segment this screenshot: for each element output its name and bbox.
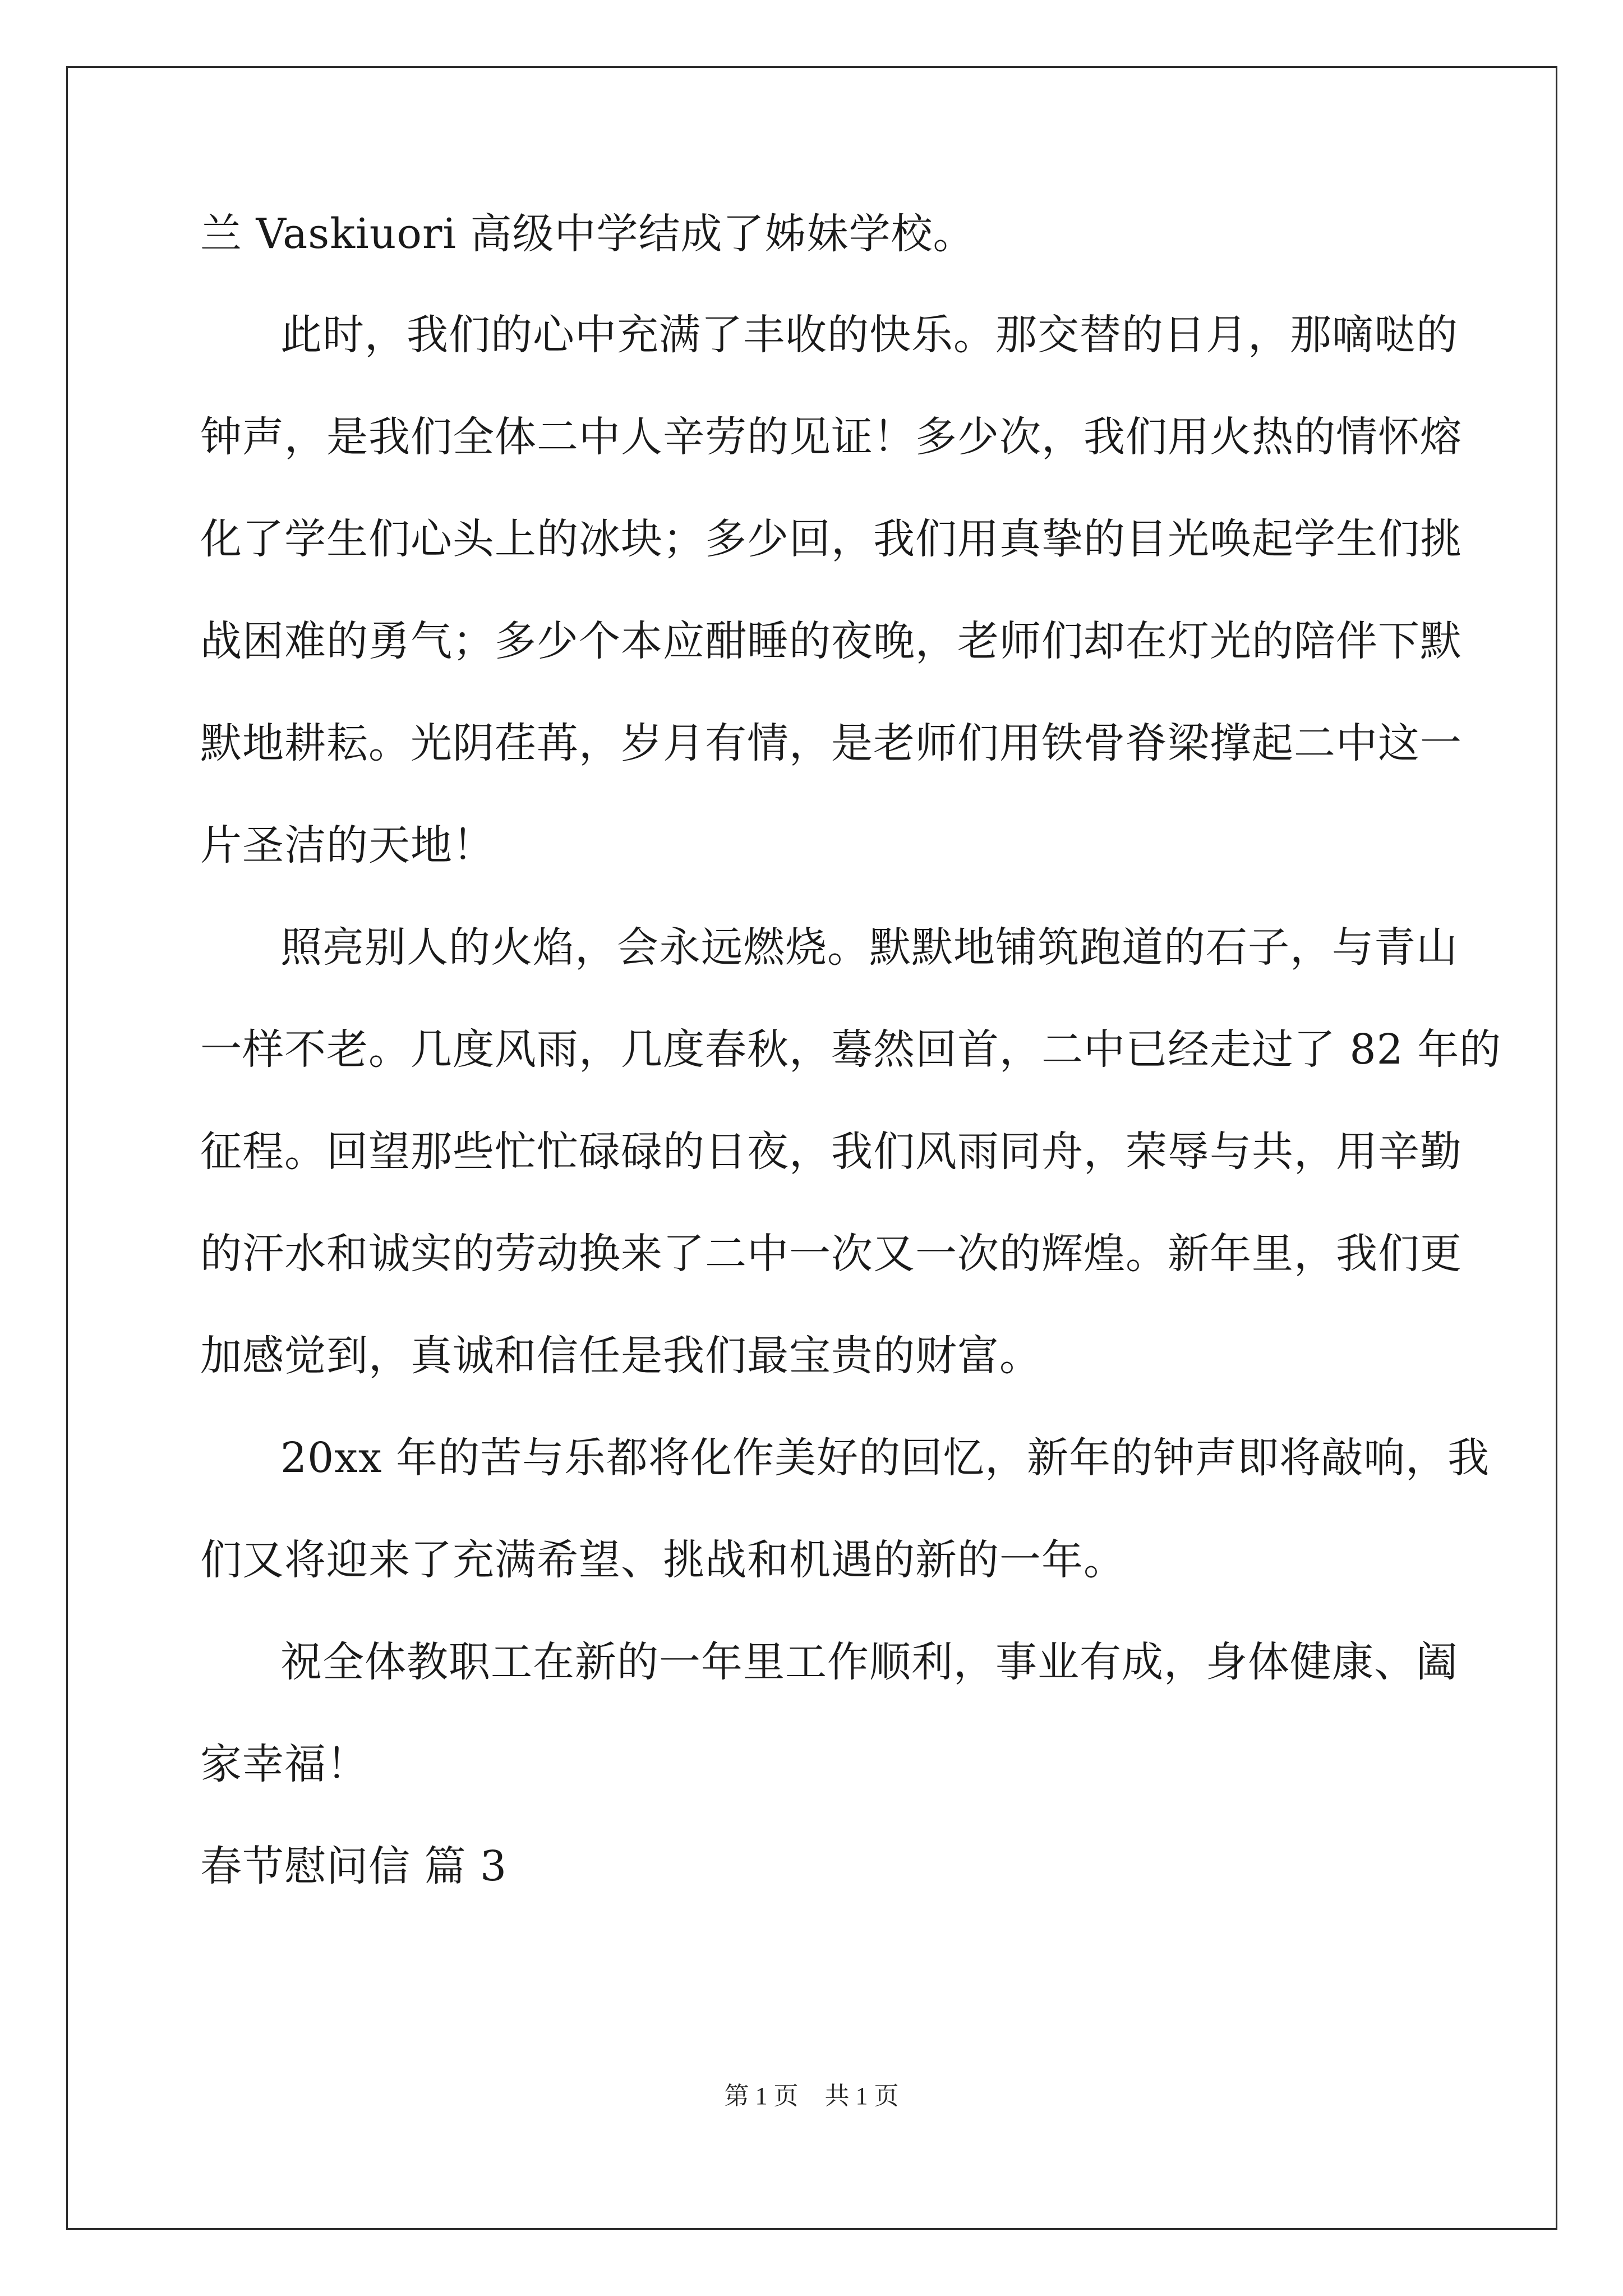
text-line: 化了学生们心头上的冰块；多少回，我们用真挚的目光唤起学生们挑 <box>200 515 1462 563</box>
text-line: 默地耕耘。光阴荏苒，岁月有情，是老师们用铁骨脊梁撑起二中这一 <box>200 719 1462 767</box>
text-line: 战困难的勇气；多少个本应酣睡的夜晚，老师们却在灯光的陪伴下默 <box>200 617 1462 665</box>
text-line: 钟声，是我们全体二中人辛劳的见证！多少次，我们用火热的情怀熔 <box>200 413 1462 461</box>
text-line: 一样不老。几度风雨，几度春秋，蓦然回首，二中已经走过了 82 年的 <box>200 1025 1502 1074</box>
paragraph-first-line: 20xx 年的苦与乐都将化作美好的回忆，新年的钟声即将敲响，我 <box>280 1434 1490 1482</box>
paragraph-first-line: 照亮别人的火焰，会永远燃烧。默默地铺筑跑道的石子，与青山 <box>280 923 1458 972</box>
section-heading: 春节慰问信 篇 3 <box>200 1842 508 1890</box>
text-line: 们又将迎来了充满希望、挑战和机遇的新的一年。 <box>200 1536 1126 1584</box>
text-line: 兰 Vaskiuori 高级中学结成了姊妹学校。 <box>200 210 975 258</box>
text-line: 加感觉到，真诚和信任是我们最宝贵的财富。 <box>200 1332 1041 1380</box>
page-total: 共 1 页 <box>824 2082 899 2110</box>
text-line: 征程。回望那些忙忙碌碌的日夜，我们风雨同舟，荣辱与共，用辛勤 <box>200 1128 1462 1176</box>
page-footer <box>0 2079 1623 2113</box>
paragraph-first-line: 祝全体教职工在新的一年里工作顺利，事业有成，身体健康、阖 <box>280 1638 1458 1686</box>
text-line: 的汗水和诚实的劳动换来了二中一次又一次的辉煌。新年里，我们更 <box>200 1230 1462 1278</box>
page-number: 第 1 页 <box>724 2082 799 2110</box>
text-line: 家幸福！ <box>200 1740 368 1788</box>
paragraph-first-line: 此时，我们的心中充满了丰收的快乐。那交替的日月，那嘀哒的 <box>280 311 1458 359</box>
text-line: 片圣洁的天地！ <box>200 821 495 869</box>
